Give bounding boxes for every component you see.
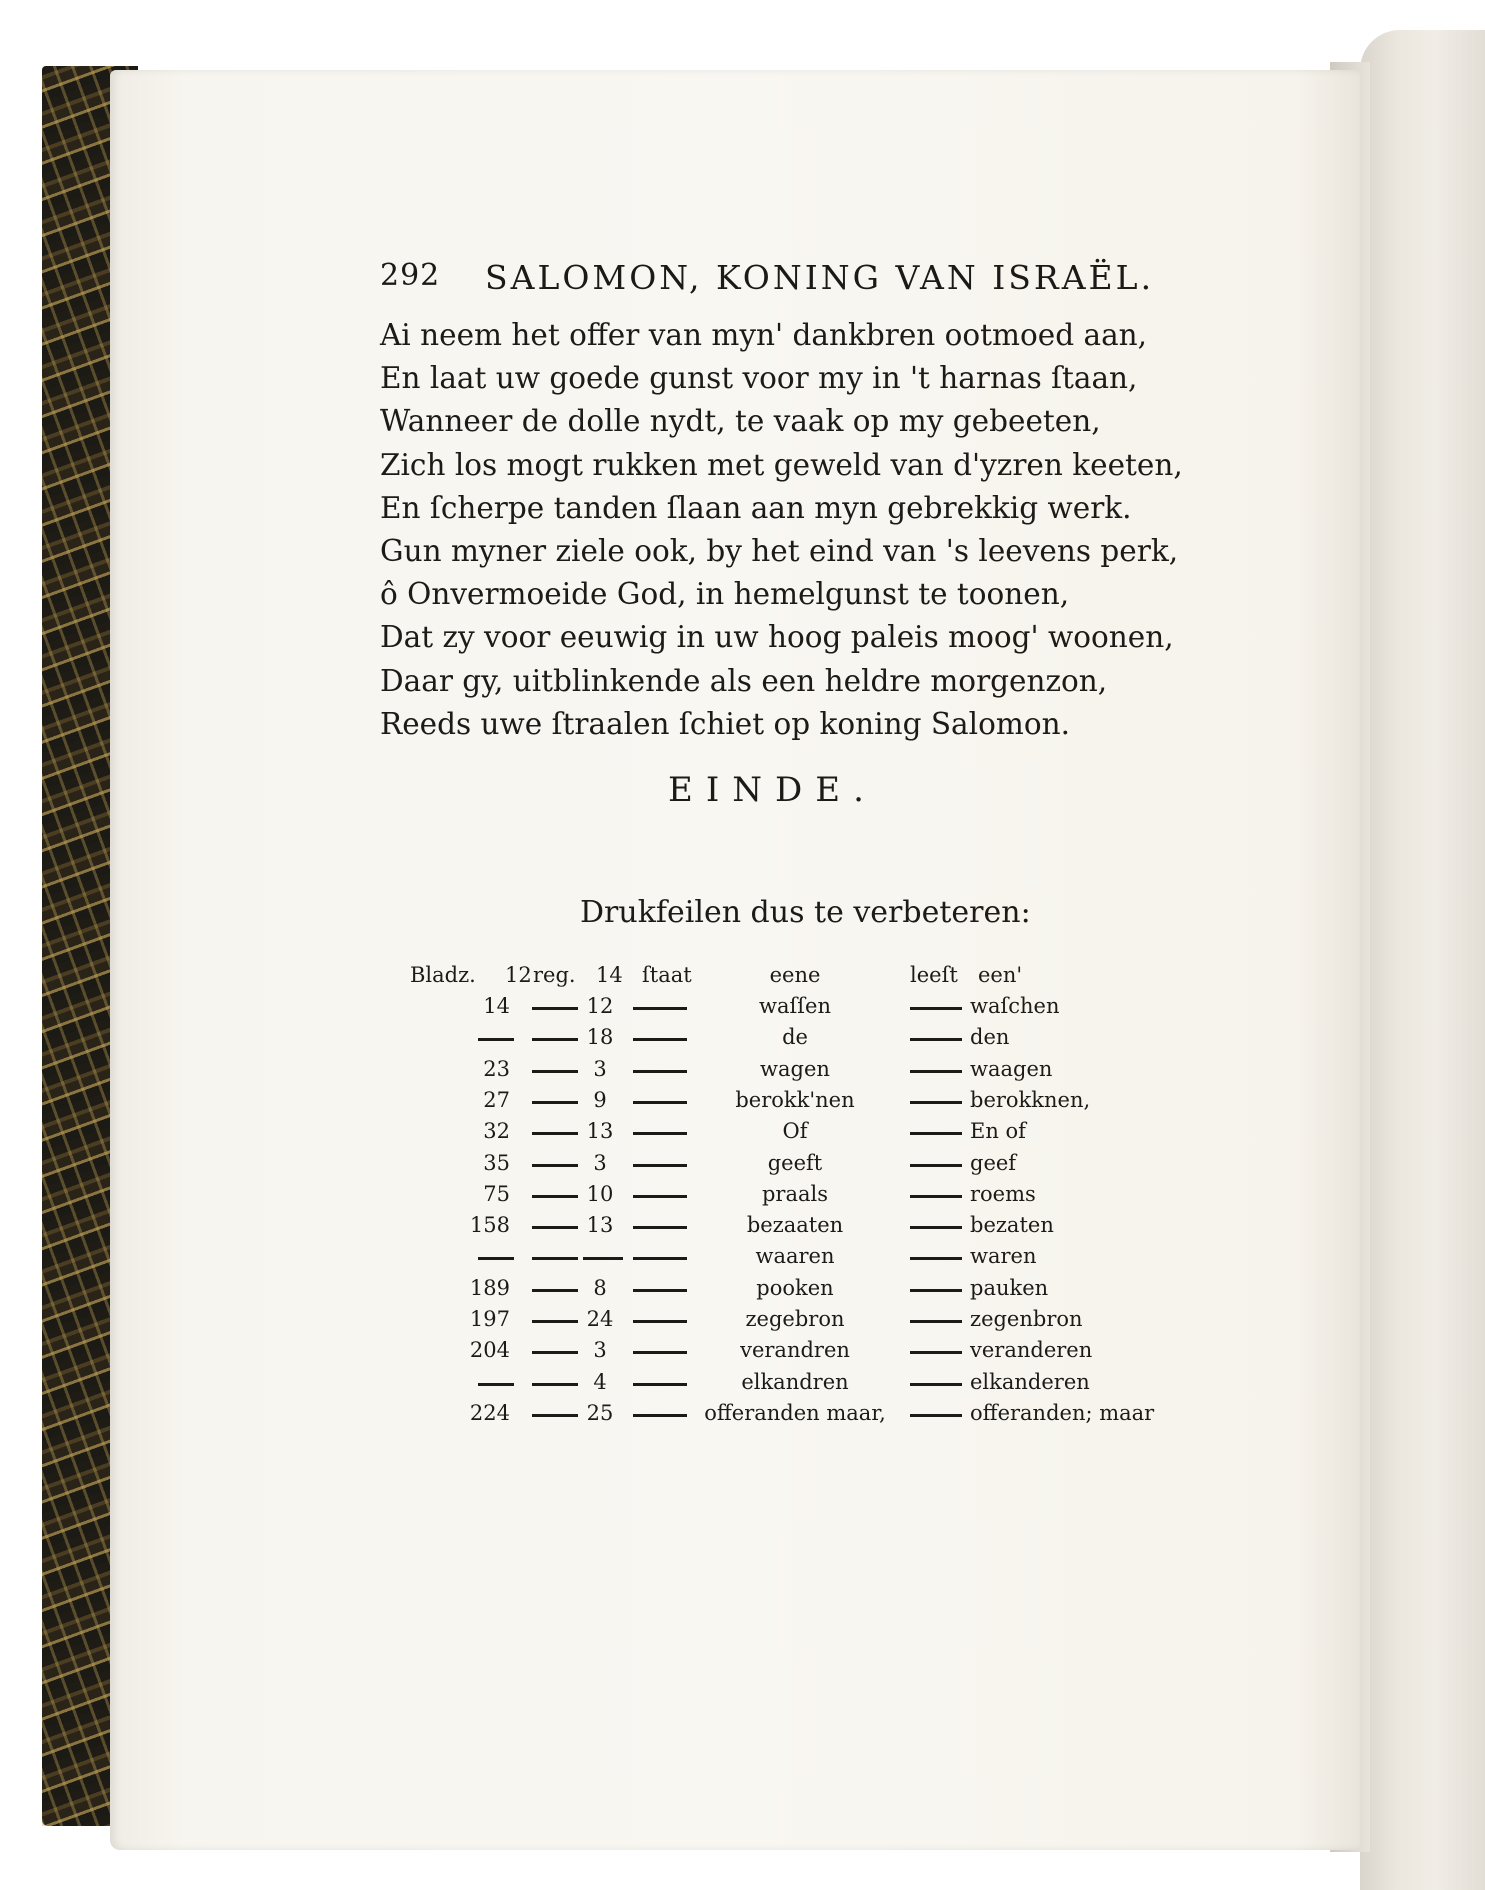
errata-line: 3 — [593, 1150, 607, 1175]
errata-line: 12 — [586, 994, 614, 1018]
ditto-rule — [532, 1007, 578, 1010]
poem-line: Zich los mogt rukken met geweld van d'yzren keeten, — [380, 447, 1183, 482]
poem-line: Wanneer de dolle nydt, te vaak op my gebeeten, — [380, 404, 1101, 439]
ditto-rule — [633, 1038, 687, 1041]
errata-line: 18 — [586, 1025, 614, 1050]
errata-row — [400, 1338, 1180, 1368]
ditto-rule — [633, 1070, 687, 1073]
errata-wrong: praals — [761, 1181, 828, 1206]
errata-right: bezaten — [970, 1213, 1054, 1238]
ditto-rule — [532, 1101, 578, 1104]
errata-right: waſchen — [970, 994, 1060, 1018]
errata-right: geef — [970, 1150, 1017, 1175]
ditto-rule — [532, 1164, 578, 1167]
ditto-rule — [910, 1257, 962, 1260]
errata-row — [400, 1182, 1180, 1212]
ditto-rule — [478, 1257, 514, 1260]
ditto-rule — [910, 1320, 962, 1323]
errata-right: roems — [970, 1181, 1036, 1206]
errata-row — [400, 1244, 1180, 1274]
errata-right: offeranden; maar — [970, 1400, 1155, 1425]
ditto-rule — [633, 1101, 687, 1104]
ditto-rule — [633, 1132, 687, 1135]
errata-page: 158 — [469, 1213, 510, 1238]
line-value: 14 — [596, 963, 623, 987]
errata-right: pauken — [970, 1275, 1049, 1300]
ditto-rule — [532, 1289, 578, 1292]
errata-wrong: bezaaten — [746, 1213, 844, 1238]
errata-wrong: waſſen — [759, 994, 831, 1018]
ditto-rule — [583, 1257, 623, 1260]
poem-line: Dat zy voor eeuwig in uw hoog paleis moog' woonen, — [380, 620, 1174, 655]
errata-header-row — [400, 963, 1180, 993]
end-heading: EINDE. — [668, 770, 877, 810]
ditto-rule — [532, 1414, 578, 1417]
errata-title: Drukfeilen dus te verbeteren: — [580, 895, 1031, 930]
ditto-rule — [910, 1164, 962, 1167]
errata-line: 24 — [586, 1307, 614, 1331]
facing-pages-stack — [1360, 30, 1485, 1890]
errata-wrong: Of — [782, 1119, 808, 1144]
errata-right: waren — [970, 1244, 1037, 1269]
errata-page: 32 — [483, 1119, 510, 1144]
ditto-rule — [910, 1038, 962, 1041]
ditto-rule — [633, 1383, 687, 1386]
ditto-rule — [532, 1038, 578, 1041]
ditto-rule — [910, 1070, 962, 1073]
errata-line: 9 — [593, 1087, 607, 1112]
poem-line: En ſcherpe tanden ſlaan aan myn gebrekkig werk. — [380, 490, 1132, 525]
ditto-rule — [633, 1007, 687, 1010]
errata-wrong: geeft — [767, 1150, 823, 1175]
errata-wrong: offeranden maar, — [704, 1400, 886, 1425]
line-label: reg. — [533, 963, 576, 987]
ditto-rule — [910, 1414, 962, 1417]
ditto-rule — [532, 1320, 578, 1323]
errata-right: waagen — [970, 1056, 1053, 1081]
poem-line: Ai neem het offer van myn' dankbren ootmoed aan, — [380, 318, 1148, 352]
ditto-rule — [910, 1132, 962, 1135]
ditto-rule — [910, 1195, 962, 1198]
poem-line: Daar gy, uitblinkende als een heldre morgenzon, — [380, 663, 1108, 698]
ditto-rule — [910, 1007, 962, 1010]
wrong-text: eene — [769, 963, 821, 987]
ditto-rule — [910, 1351, 962, 1354]
ditto-rule — [633, 1414, 687, 1417]
errata-row — [400, 1401, 1180, 1431]
errata-page: 189 — [469, 1275, 510, 1300]
ditto-rule — [633, 1351, 687, 1354]
errata-right: zegenbron — [970, 1307, 1083, 1331]
errata-line: 3 — [593, 1338, 607, 1363]
errata-row — [400, 1370, 1180, 1400]
errata-wrong: elkandren — [741, 1369, 849, 1394]
errata-row — [400, 1276, 1180, 1306]
stands-label: ſtaat — [642, 963, 692, 987]
errata-line: 13 — [586, 1119, 614, 1144]
errata-wrong: berokk'nen — [735, 1087, 855, 1112]
errata-right: veranderen — [970, 1338, 1093, 1363]
ditto-rule — [633, 1164, 687, 1167]
poem-line: Gun myner ziele ook, by het eind van 's leevens perk, — [380, 534, 1179, 569]
ditto-rule — [532, 1226, 578, 1229]
errata-page: 27 — [483, 1087, 510, 1112]
errata-line: 3 — [593, 1056, 607, 1081]
errata-row — [400, 1119, 1180, 1149]
ditto-rule — [633, 1226, 687, 1229]
errata-line: 4 — [593, 1369, 607, 1394]
page-number: 292 — [380, 258, 441, 293]
ditto-rule — [532, 1257, 578, 1260]
errata-row — [400, 994, 1180, 1024]
errata-right: den — [970, 1025, 1010, 1050]
ditto-rule — [910, 1101, 962, 1104]
errata-page: 204 — [469, 1338, 510, 1363]
errata-wrong: zegebron — [745, 1307, 845, 1331]
ditto-rule — [478, 1383, 514, 1386]
errata-wrong: pooken — [756, 1275, 834, 1300]
errata-wrong: de — [782, 1025, 808, 1050]
page-value: 12 — [505, 963, 532, 987]
errata-right: berokknen, — [970, 1087, 1091, 1112]
ditto-rule — [532, 1070, 578, 1073]
ditto-rule — [532, 1195, 578, 1198]
errata-line: 25 — [586, 1400, 614, 1425]
ditto-rule — [910, 1289, 962, 1292]
reads-label: leeſt — [910, 963, 958, 987]
errata-page: 14 — [483, 994, 510, 1018]
errata-page: 197 — [469, 1307, 510, 1331]
errata-right: En of — [970, 1119, 1026, 1144]
errata-row — [400, 1213, 1180, 1243]
errata-right: elkanderen — [970, 1369, 1090, 1394]
errata-wrong: waaren — [755, 1244, 835, 1269]
errata-row — [400, 1307, 1180, 1337]
errata-page: 75 — [483, 1181, 510, 1206]
ditto-rule — [910, 1383, 962, 1386]
ditto-rule — [633, 1195, 687, 1198]
page-label: Bladz. — [410, 963, 476, 987]
errata-wrong: verandren — [740, 1338, 850, 1363]
errata-row — [400, 1151, 1180, 1181]
errata-line: 13 — [586, 1213, 614, 1238]
poem-line: ô Onvermoeide God, in hemelgunst te toonen, — [380, 577, 1070, 612]
errata-row — [400, 1025, 1180, 1055]
poem-block — [380, 314, 1200, 746]
ditto-rule — [910, 1226, 962, 1229]
ditto-rule — [532, 1351, 578, 1354]
ditto-rule — [478, 1038, 514, 1041]
errata-row — [400, 1088, 1180, 1118]
errata-line: 10 — [586, 1181, 614, 1206]
ditto-rule — [532, 1132, 578, 1135]
ditto-rule — [633, 1257, 687, 1260]
errata-page: 224 — [469, 1400, 510, 1425]
poem-line: Reeds uwe ſtraalen ſchiet op koning Salomon. — [380, 706, 1070, 741]
errata-page: 35 — [483, 1150, 510, 1175]
errata-line: 8 — [593, 1275, 607, 1300]
errata-row — [400, 1057, 1180, 1087]
right-text: een' — [978, 963, 1023, 987]
running-title: SALOMON, KONING VAN ISRAËL. — [485, 258, 1155, 297]
errata-page: 23 — [483, 1056, 510, 1081]
ditto-rule — [532, 1383, 578, 1386]
poem-line: En laat uw goede gunst voor my in 't harnas ſtaan, — [380, 361, 1138, 396]
ditto-rule — [633, 1320, 687, 1323]
ditto-rule — [633, 1289, 687, 1292]
errata-wrong: wagen — [760, 1056, 830, 1081]
